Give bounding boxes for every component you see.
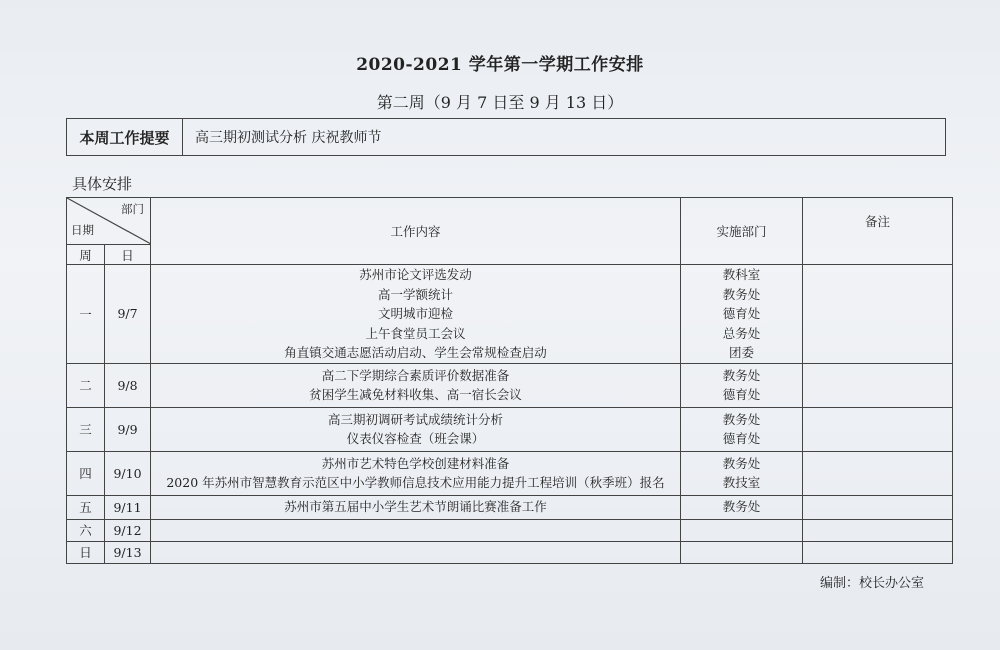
note-cell (803, 495, 953, 519)
table-row (67, 451, 953, 495)
table-row (67, 407, 953, 451)
dept-item: 教务处 (722, 499, 761, 515)
table-row (67, 495, 953, 519)
dept-cell (681, 407, 803, 451)
dept-item: 教务处 (722, 455, 761, 471)
content-cell (151, 265, 681, 364)
table-row (67, 265, 953, 364)
note-cell (803, 519, 953, 541)
diagonal-header-cell (67, 198, 151, 245)
week-cell: 四 (67, 451, 105, 495)
table-row (67, 519, 953, 541)
schedule-table (66, 197, 953, 564)
dept-item: 德育处 (722, 306, 761, 321)
date-cell: 9/11 (105, 495, 151, 519)
section-label: 具体安排 (72, 175, 133, 193)
content-header: 工作内容 (151, 198, 681, 265)
content-cell (151, 407, 681, 451)
week-header: 周 (67, 245, 105, 265)
note-cell (803, 451, 953, 495)
work-item: 高三期初调研考试成绩统计分析 (327, 411, 503, 427)
dept-item: 德育处 (722, 387, 761, 402)
table-row (67, 541, 953, 563)
dept-cell (681, 519, 803, 541)
dept-item: 教科室 (722, 267, 761, 282)
work-item: 贫困学生减免材料收集、高一宿长会议 (309, 387, 522, 402)
note-cell (803, 407, 953, 451)
date-cell: 9/8 (105, 363, 151, 407)
week-cell: 日 (67, 541, 105, 563)
note-cell (803, 363, 953, 407)
content-cell (151, 451, 681, 495)
content-cell (151, 519, 681, 541)
content-cell (151, 495, 681, 519)
work-item: 角直镇交通志愿活动启动、学生会常规检查启动 (284, 345, 547, 360)
schedule-body (67, 265, 953, 564)
dept-item: 教务处 (722, 286, 761, 302)
date-cell: 9/12 (105, 519, 151, 541)
summary-label: 本周工作提要 (67, 119, 183, 155)
week-cell: 二 (67, 363, 105, 407)
dept-item: 总务处 (722, 325, 761, 341)
table-row (67, 363, 953, 407)
date-cell: 9/7 (105, 265, 151, 364)
work-item: 苏州市艺术特色学校创建材料准备 (321, 455, 510, 471)
weekly-summary-box (66, 118, 946, 156)
week-subtitle: 第二周（9 月 7 日至 9 月 13 日） (376, 93, 624, 112)
date-cell: 9/13 (105, 541, 151, 563)
content-cell (151, 541, 681, 563)
dept-item: 教务处 (722, 367, 761, 383)
dept-cell (681, 451, 803, 495)
day-header: 日 (105, 245, 151, 265)
dept-item: 团委 (728, 345, 754, 360)
note-cell (803, 541, 953, 563)
work-item: 高一学额统计 (377, 286, 453, 302)
week-cell: 一 (67, 265, 105, 364)
work-item: 2020 年苏州市智慧教育示范区中小学教师信息技术应用能力提升工程培训（秋季班）报名 (166, 475, 665, 490)
week-cell: 六 (67, 519, 105, 541)
dept-item: 德育处 (722, 431, 761, 446)
work-item: 苏州市论文评选发动 (359, 267, 472, 282)
note-header: 备注 (803, 198, 953, 265)
summary-value: 高三期初测试分析 庆祝教师节 (195, 130, 382, 146)
date-cell: 9/9 (105, 407, 151, 451)
page-title: 2020-2021 学年第一学期工作安排 (356, 55, 644, 75)
date-cell: 9/10 (105, 451, 151, 495)
work-item: 高二下学期综合素质评价数据准备 (321, 367, 510, 383)
dept-cell (681, 541, 803, 563)
week-cell: 五 (67, 495, 105, 519)
work-item: 上午食堂员工会议 (365, 325, 466, 341)
dept-cell (681, 363, 803, 407)
work-item: 仪表仪容检查（班会课） (346, 431, 485, 446)
footer-editor: 编制：校长办公室 (820, 576, 925, 591)
note-cell (803, 265, 953, 364)
dept-item: 教技室 (722, 475, 761, 490)
dept-cell (681, 495, 803, 519)
content-cell (151, 363, 681, 407)
dept-cell (681, 265, 803, 364)
dept-item: 教务处 (722, 411, 761, 427)
work-item: 文明城市迎检 (377, 306, 453, 321)
week-cell: 三 (67, 407, 105, 451)
dept-diag-label: 部门 (121, 202, 144, 216)
work-item: 苏州市第五届中小学生艺术节朗诵比赛准备工作 (284, 499, 547, 515)
dept-header: 实施部门 (681, 198, 803, 265)
date-diag-label: 日期 (71, 223, 94, 237)
